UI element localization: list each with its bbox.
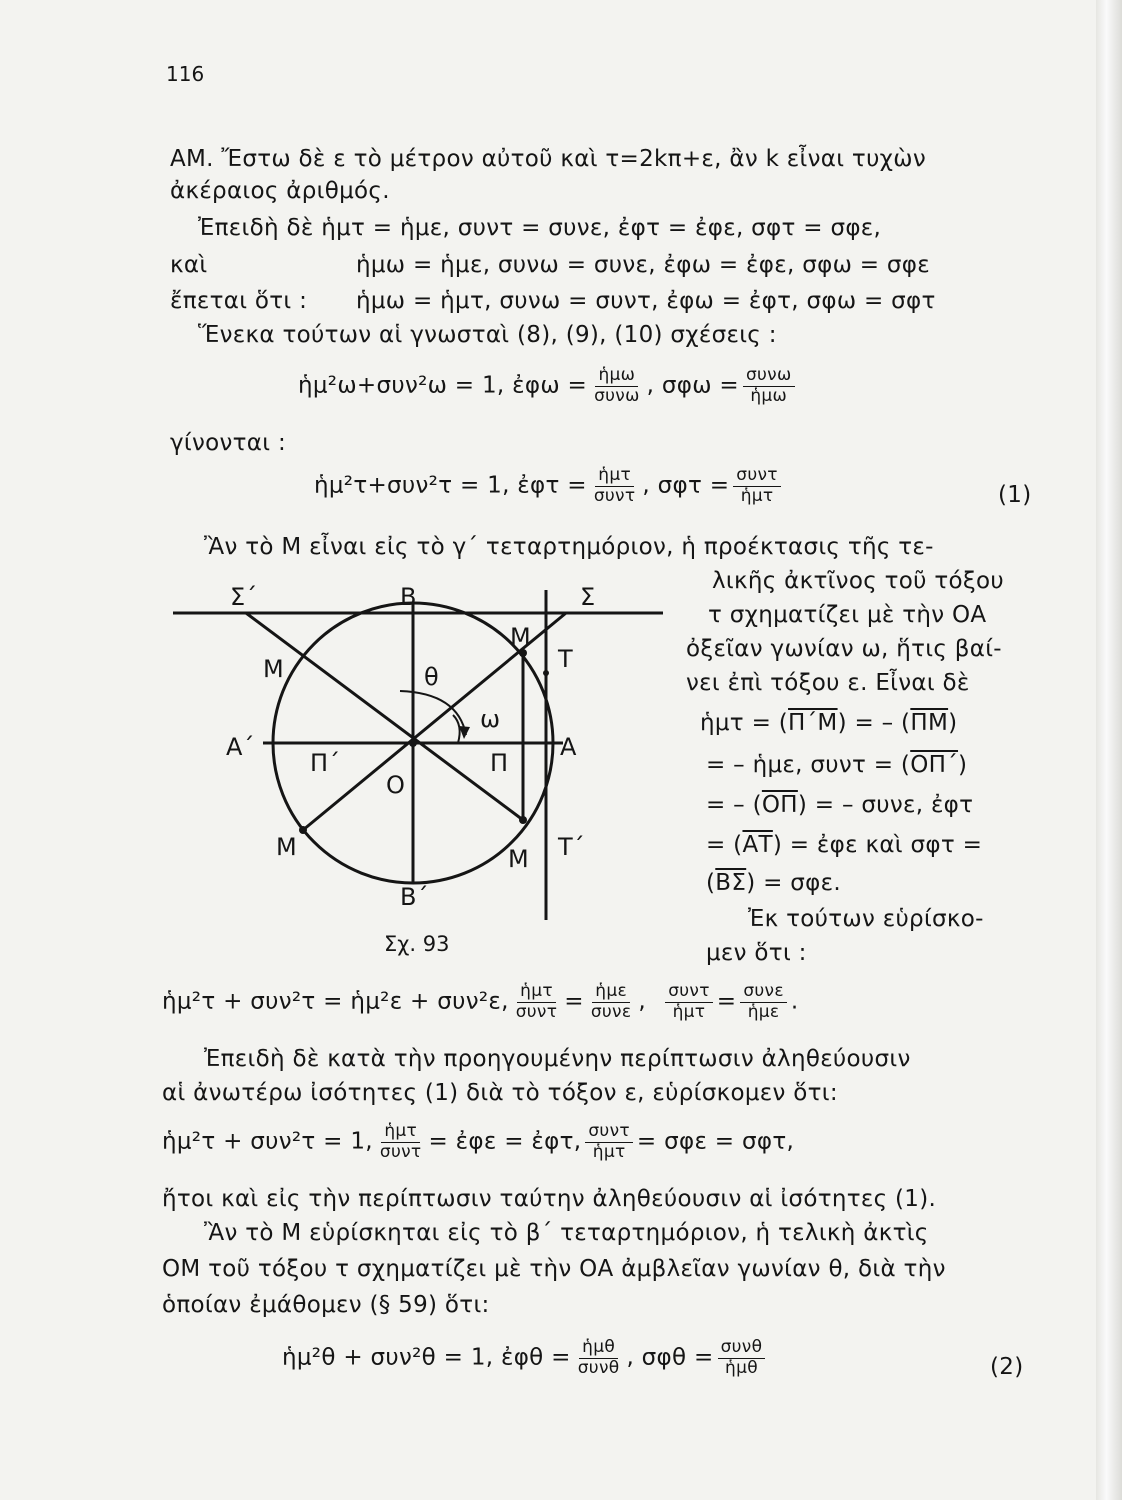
text-line: AM. Ἔστω δὲ ε τὸ μέτρον αὐτοῦ καὶ τ=2kπ+ε, ἂν k εἶναι τυχὼν	[170, 146, 926, 172]
text-line: Ἕνεκα τούτων αἱ γνωσταὶ (8), (9), (10) σχέσεις :	[198, 322, 777, 348]
label-o: Ο	[386, 771, 405, 799]
figure-caption: Σχ. 93	[384, 932, 450, 956]
point-dot	[299, 826, 307, 834]
text-line: ἔπεται ὅτι :	[170, 288, 308, 314]
page-edge	[1096, 0, 1122, 1500]
equation-5: ἡμ²θ + συν²θ = 1, ἐφθ = $\frac{\text{ἡμθ}}{\text{συνθ}}$ , σφθ = $\frac{\text{συνθ}}{\text{ἡμθ}}$	[282, 1338, 769, 1378]
relation-line: ἡμτ = $(\overline{\Pi΄M})$ = – $(\overline{\Pi M})$	[700, 710, 958, 736]
label-omega: ω	[480, 705, 501, 733]
text-line: ἤτοι καὶ εἰς τὴν περίπτωσιν ταύτην ἀληθεύουσιν αἱ ἰσότητες (1).	[162, 1186, 937, 1212]
label-a: Α	[560, 733, 577, 761]
text-line: λικῆς ἀκτῖνος τοῦ τόξου	[712, 568, 1004, 594]
text-line: καὶ	[170, 252, 208, 278]
text-line: Ἂν τὸ Μ εἶναι εἰς τὸ γ΄ τεταρτημόριον, ἡ προέκτασις τῆς τε-	[204, 534, 934, 560]
text-line: ὀξεῖαν γωνίαν ω, ἥτις βαί-	[686, 636, 1002, 662]
label-theta: θ	[424, 663, 439, 691]
relation-line: = – ἡμε, $\sigma\upsilon\nu\tau = (\overline{O\Pi΄})$	[706, 752, 968, 778]
label-t-prime: Τ΄	[558, 833, 585, 861]
page-number: 116	[166, 62, 205, 86]
center-dot	[409, 739, 417, 747]
equation-4: ἡμ²τ + συν²τ = 1, $\frac{\text{ἡμτ}}{\text{συντ}}$ = ἐφε = ἐφτ, $\frac{\text{συντ}}{\text{ἡμτ}}$ = σφε = σφτ,	[162, 1121, 795, 1162]
theta-arc	[400, 691, 466, 735]
equation-2: ἡμ²τ+συν²τ = 1, ἐφτ = $\frac{\text{ἡμτ}}{\text{συντ}}$ , σφτ = $\frac{\text{συντ}}{\text{ἡμτ}}$	[314, 466, 785, 506]
text-line: ὁποίαν ἐμάθομεν (§ 59) ὅτι:	[162, 1292, 490, 1318]
point-dot	[543, 670, 549, 676]
equation-number: (2)	[990, 1354, 1024, 1380]
relation-line: $(\overline{B\Sigma}) = \sigma\varphi\varepsilon$.	[706, 870, 841, 896]
label-sigma: Σ	[580, 583, 596, 611]
text-line: αἱ ἀνωτέρω ἰσότητες (1) διὰ τὸ τόξον ε, εὑρίσκομεν ὅτι:	[162, 1080, 838, 1106]
label-m-bottom-right: Μ	[508, 845, 529, 873]
relation-line: = – $(\overline{O\Pi})$ = – συνε, ἐφτ	[706, 792, 974, 818]
figure-93	[168, 575, 668, 925]
label-sigma-prime: Σ΄	[230, 583, 258, 611]
text-line: Ἐπειδὴ δὲ κατὰ τὴν προηγουμένην περίπτωσιν ἀληθεύουσιν	[204, 1046, 911, 1072]
label-p-prime: Π΄	[310, 749, 341, 777]
label-t: Τ	[558, 645, 573, 673]
equation-number: (1)	[998, 482, 1032, 508]
text-line: Ἂν τὸ Μ εὑρίσκηται εἰς τὸ β΄ τεταρτημόριον, ἡ τελικὴ ἀκτὶς	[204, 1220, 929, 1246]
equation-1: ἡμ²ω+συν²ω = 1, ἐφω = $\frac{\text{ἡμω}}{\text{συνω}}$ , σφω = $\frac{\text{συνω}}{\text{ἡμω}}$	[298, 366, 799, 406]
label-m-top-left: Μ	[263, 655, 284, 683]
text-line: ἀκέραιος ἀριθμός.	[170, 178, 390, 204]
label-m-bottom-left: Μ	[276, 833, 297, 861]
equation-3: ἡμ²τ + συν²τ = ἡμ²ε + συν²ε, $\frac{\text{ἡμτ}}{\text{συντ}}$ = $\frac{\text{ἡμε}}{\text{συνε}}$ , $\frac{\text{συντ}}{\text{ἡμτ}}$ = $\frac{\text{συνε}}{\text{ἡμε}}$ .	[162, 981, 799, 1022]
text-line: ἡμω = ἡμε, συνω = συνε, ἐφω = ἐφε, σφω = σφε	[356, 252, 931, 278]
point-dot	[519, 816, 527, 824]
text-line: Ἐπειδὴ δὲ ἡμτ = ἡμε, συντ = συνε, ἐφτ = ἐφε, σφτ = σφε,	[198, 215, 882, 241]
text-line: νει ἐπὶ τόξου ε. Εἶναι δὲ	[686, 670, 970, 696]
text-line: τ σχηματίζει μὲ τὴν ΟΑ	[708, 602, 987, 628]
text-line: ἡμω = ἡμτ, συνω = συντ, ἐφω = ἐφτ, σφω = σφτ	[356, 288, 936, 314]
label-p: Π	[490, 749, 509, 777]
text-line: ΟΜ τοῦ τόξου τ σχηματίζει μὲ τὴν ΟΑ ἀμβλεῖαν γωνίαν θ, διὰ τὴν	[162, 1256, 946, 1282]
label-a-prime: Α΄	[226, 733, 255, 761]
text-line: γίνονται :	[170, 430, 287, 456]
label-b: Β	[400, 583, 417, 611]
label-b-prime: Β΄	[400, 883, 429, 911]
text-line: Ἐκ τούτων εὑρίσκο-	[748, 906, 984, 932]
label-m-top-right: Μ	[510, 623, 531, 651]
omega-arc	[453, 715, 460, 743]
relation-line: = $(\overline{AT})$ = ἐφε καὶ σφτ =	[706, 832, 983, 858]
text-line: μεν ὅτι :	[706, 940, 807, 966]
